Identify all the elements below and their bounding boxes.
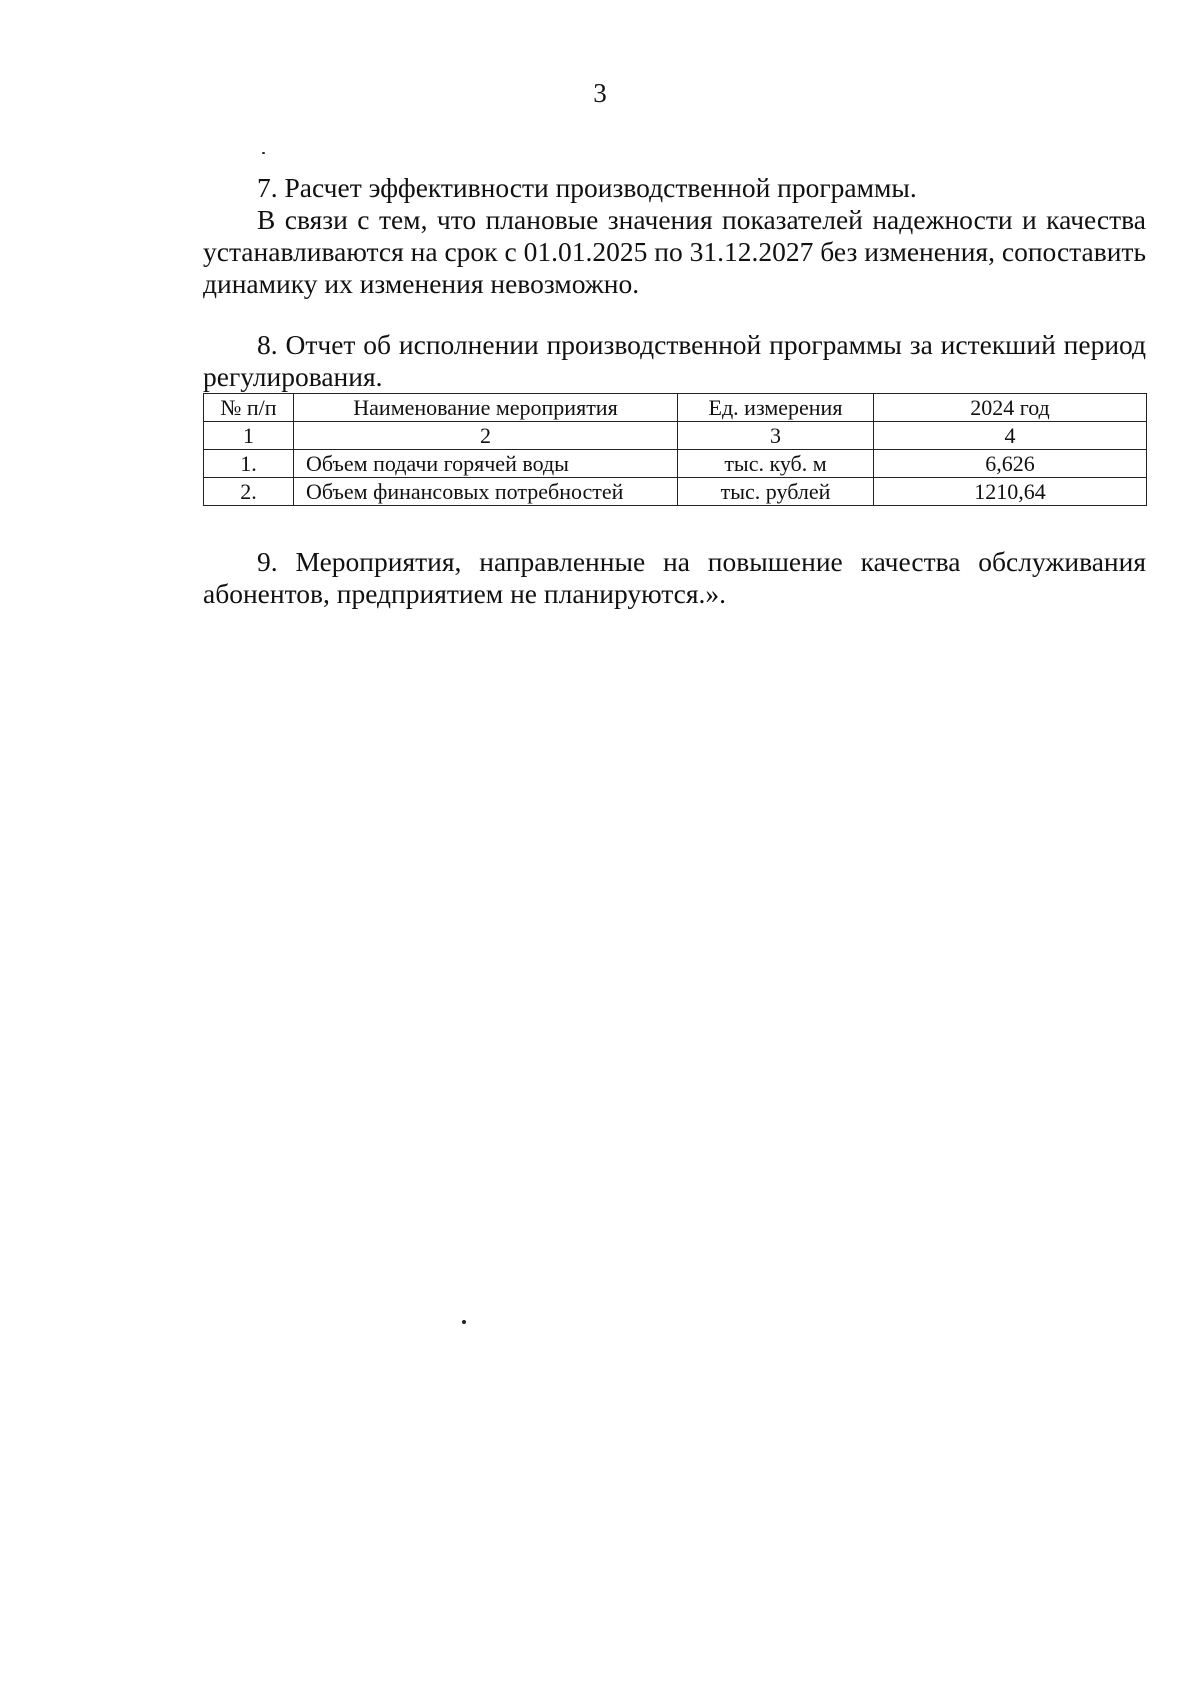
report-table (203, 393, 1147, 506)
row-value-cell: 6,626 (874, 450, 1147, 478)
page-number: 3 (593, 78, 607, 108)
column-number-cell: 1 (204, 422, 294, 450)
section-7-body: В связи с тем, что плановые значения показателей надежности и качества устанавливаются на срок с 01.01.2025 по 31.12.2027 без изменения, сопоставить динамику их изменения невозможно. (203, 204, 1146, 299)
scan-speck (262, 152, 265, 154)
section-9-body: 9. Мероприятия, направленные на повышение качества обслуживания абонентов, предприятием не планируются.». (203, 546, 1146, 609)
header-cell-unit: Ед. измерения (678, 394, 874, 422)
row-unit-cell: тыс. куб. м (678, 450, 874, 478)
row-number-cell: 2. (204, 478, 294, 506)
column-number-cell: 2 (294, 422, 678, 450)
document-body (203, 172, 1146, 610)
header-cell-name: Наименование мероприятия (294, 394, 678, 422)
table-header-row (204, 394, 1147, 422)
header-cell-number: № п/п (204, 394, 294, 422)
row-value-cell: 1210,64 (874, 478, 1147, 506)
row-unit-cell: тыс. рублей (678, 478, 874, 506)
table-row (204, 450, 1147, 478)
table-row (204, 478, 1147, 506)
row-name-cell: Объем финансовых потребностей (294, 478, 678, 506)
column-number-cell: 3 (678, 422, 874, 450)
section-7-title: 7. Расчет эффективности производственной программы. (257, 172, 917, 203)
row-name-cell: Объем подачи горячей воды (294, 450, 678, 478)
header-cell-year: 2024 год (874, 394, 1147, 422)
row-number-cell: 1. (204, 450, 294, 478)
section-8-title: 8. Отчет об исполнении производственной программы за истекший период регулирования. (203, 329, 1146, 392)
column-number-cell: 4 (874, 422, 1147, 450)
table-column-numbers-row (204, 422, 1147, 450)
scan-speck (462, 1320, 466, 1324)
